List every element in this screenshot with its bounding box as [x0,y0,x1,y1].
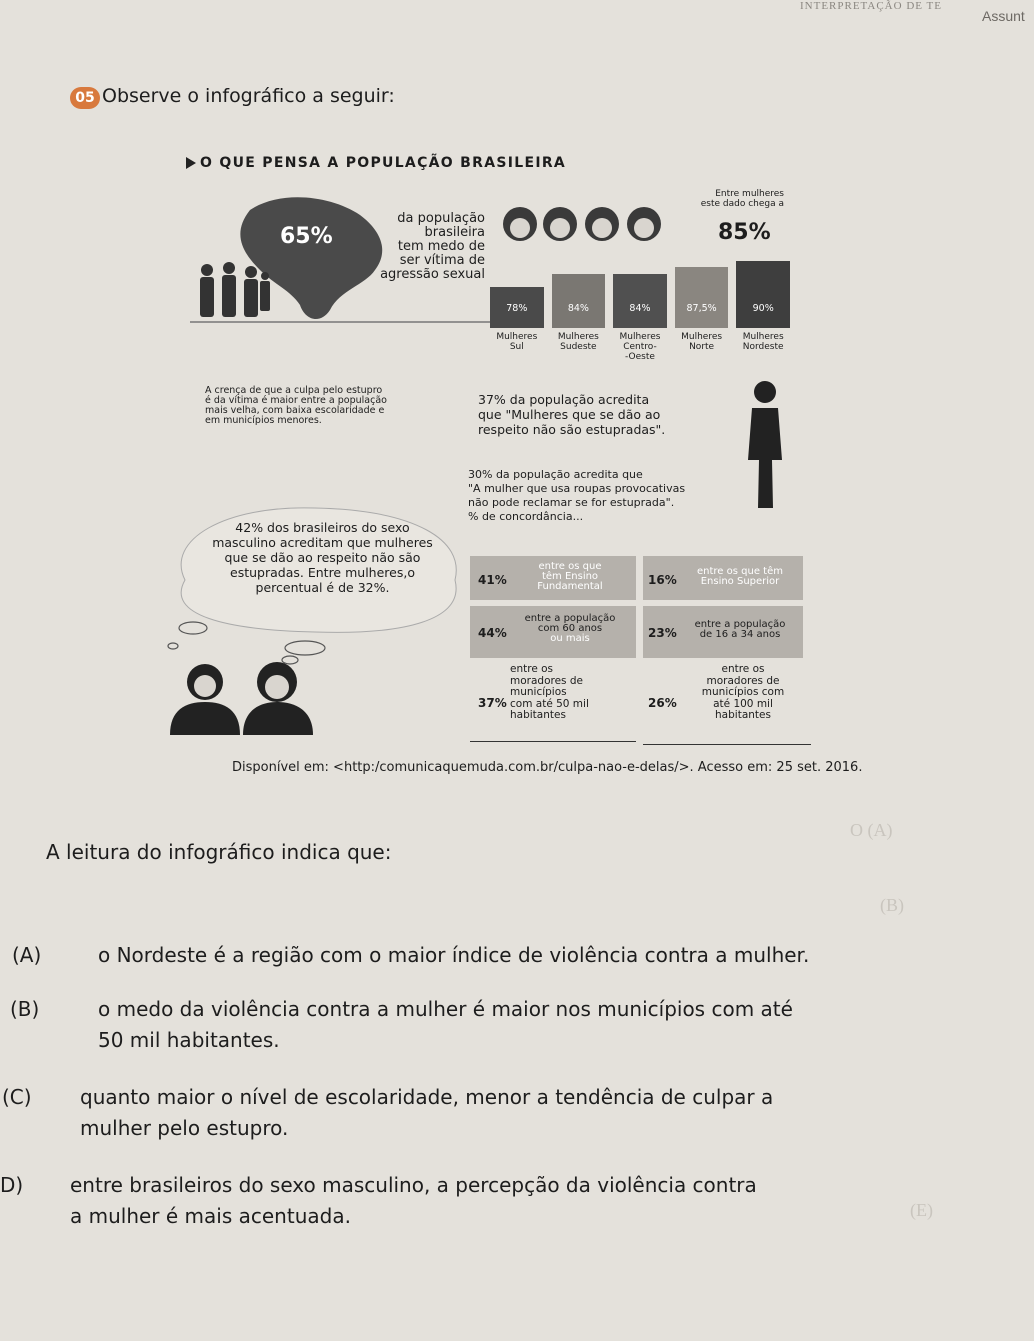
men-text [200,520,445,595]
option-letter: (A) [12,943,42,967]
stat-line: entre os que têm [697,566,783,577]
option-letter: (C) [2,1085,32,1109]
question-number-badge: 05 [70,87,100,109]
men-line: estupradas. Entre mulheres,o [230,565,415,580]
men-line: masculino acreditam que mulheres [212,535,433,550]
region-name-line: Sul [509,342,524,352]
bleed-through-decoration: O (A) [850,820,893,840]
men-line: que se dão ao respeito não são [224,550,421,565]
option-line: quanto maior o nível de escolaridade, menor a tendência de culpar a [80,1085,774,1109]
stat-text [680,567,800,587]
bleed-through-decoration: (E) [910,1200,933,1220]
stat-text [510,562,630,592]
deserve-line: que "Mulheres que se dão ao [478,407,661,422]
stat-line: entre a população [524,613,616,624]
header-handwritten-title: INTERPRETAÇÃO DE TE [800,0,942,12]
stat-line: habitantes [715,709,771,721]
stat-percent: 44% [478,626,507,640]
stat-line: entre os [510,663,554,675]
stat-line: municípios [510,686,567,698]
option-line: o Nordeste é a região com o maior índice de violência contra a mulher. [98,943,810,967]
stat-percent: 26% [648,696,677,710]
deserve-text [478,392,748,437]
stat-line: Ensino Superior [700,576,780,587]
regions-bar-chart [490,258,790,328]
clothes-line: não pode reclamar se for estuprada". [468,496,675,509]
option-c-text [80,1082,1020,1144]
infographic-title: O QUE PENSA A POPULAÇÃO BRASILEIRA [200,155,567,171]
stat-line: com até 50 mil [510,697,589,710]
deserve-line: respeito não são estupradas". [478,422,666,437]
stat-line: entre os que [538,561,602,572]
region-name [736,332,790,352]
title-triangle-icon [186,154,196,173]
region-name [675,332,729,352]
option-b[interactable] [10,994,39,1025]
stat-percent: 23% [648,626,677,640]
option-line: entre brasileiros do sexo masculino, a percepção da violência contra [70,1173,757,1197]
divider [470,741,636,742]
women-heads-icon [498,200,678,250]
option-c[interactable] [2,1082,32,1113]
fear-line: da população [397,211,485,226]
region-bar-label: 90% [752,303,774,314]
region-bar [552,274,606,328]
stat-line: de 16 a 34 anos [699,629,781,640]
man-woman-busts-icon [165,660,325,735]
region-name-line: Mulheres [496,332,538,342]
men-line: 42% dos brasileiros do sexo [235,520,410,535]
option-letter: D) [0,1173,24,1197]
clothes-line: % de concordância... [468,510,584,523]
stat-line: têm Ensino [541,571,599,582]
fear-line: brasileira [424,225,485,240]
stat-line: até 100 mil [713,697,773,710]
stat-line: moradores de [510,674,583,687]
stat-line: entre a população [694,619,786,630]
option-line: a mulher é mais acentuada. [70,1204,351,1228]
option-a-text [98,940,998,971]
bleed-through-decoration: (B) [880,895,904,915]
blame-line: em municípios menores. [205,415,322,426]
region-name-line: Mulheres [681,332,723,342]
region-name-line: Nordeste [742,342,784,352]
clothes-text [468,468,748,524]
stat-percent: 16% [648,573,677,587]
region-bar-label: 78% [506,303,528,314]
option-line: mulher pelo estupro. [80,1116,289,1140]
clothes-line: 30% da população acredita que [468,468,643,481]
stat-text [510,664,620,722]
region-bar [613,274,667,328]
region-name-line: Mulheres [557,332,599,342]
deserve-line: 37% da população acredita [478,392,650,407]
region-name-line: Centro- [623,342,657,352]
region-name-line: Mulheres [742,332,784,342]
region-bar [675,267,729,328]
stat-line: moradores de [706,674,780,687]
fear-line: tem medo de [397,239,485,254]
clothes-line: "A mulher que usa roupas provocativas [468,482,686,495]
stat-line: habitantes [510,709,566,721]
question-prompt: A leitura do infográfico indica que: [46,840,392,864]
regions-labels [490,330,790,374]
stat-text [510,614,630,644]
region-name [490,332,544,352]
stat-line: ou mais [550,633,590,644]
fear-line: ser vítima de [399,253,485,268]
fear-line: agressão sexual [380,267,485,282]
stat-line: com 60 anos [537,623,603,634]
blame-line: é da vítima é maior entre a população [205,395,387,406]
region-bar [736,261,790,328]
fear-description [355,212,485,282]
option-d[interactable] [0,1170,23,1201]
people-silhouettes-icon [195,262,275,324]
region-bar-label: 84% [567,303,589,314]
fear-percentage: 65% [280,224,333,249]
stat-percent: 41% [478,573,507,587]
option-line: 50 mil habitantes. [98,1028,280,1052]
stat-line: Fundamental [537,581,603,592]
region-name [613,332,667,362]
region-name-line: Norte [689,342,715,352]
region-name-line: Sudeste [560,342,597,352]
stat-text [688,664,798,722]
option-line: o medo da violência contra a mulher é maior nos municípios com até [98,997,793,1021]
blame-text [205,386,475,426]
women-note [672,189,784,209]
women-percentage: 85% [718,220,771,245]
region-name-line: -Oeste [625,352,655,362]
option-d-text [70,1170,1020,1232]
option-a[interactable] [12,940,41,971]
blame-line: mais velha, com baixa escolaridade e [205,405,385,416]
region-bar-label: 84% [629,303,651,314]
region-name [552,332,606,352]
stat-percent: 37% [478,696,507,710]
option-letter: (B) [10,997,40,1021]
stat-line: entre os [721,663,765,675]
women-note-line: este dado chega a [700,199,784,209]
question-intro: Observe o infográfico a seguir: [102,85,395,107]
option-b-text [98,994,998,1056]
region-bar-label: 87,5% [686,303,717,314]
men-line: percentual é de 32%. [255,580,390,595]
stat-text [680,620,800,640]
region-name-line: Mulheres [619,332,661,342]
blame-line: A crença de que a culpa pelo estupro [205,385,383,396]
women-note-line: Entre mulheres [715,189,784,199]
stat-line: municípios com [701,686,785,698]
divider [643,744,811,745]
header-assunto: Assunt [982,8,1025,24]
source-citation: Disponível em: <http:/comunicaquemuda.com.br/culpa-nao-e-delas/>. Acesso em: 25 set. 2016. [232,760,863,775]
